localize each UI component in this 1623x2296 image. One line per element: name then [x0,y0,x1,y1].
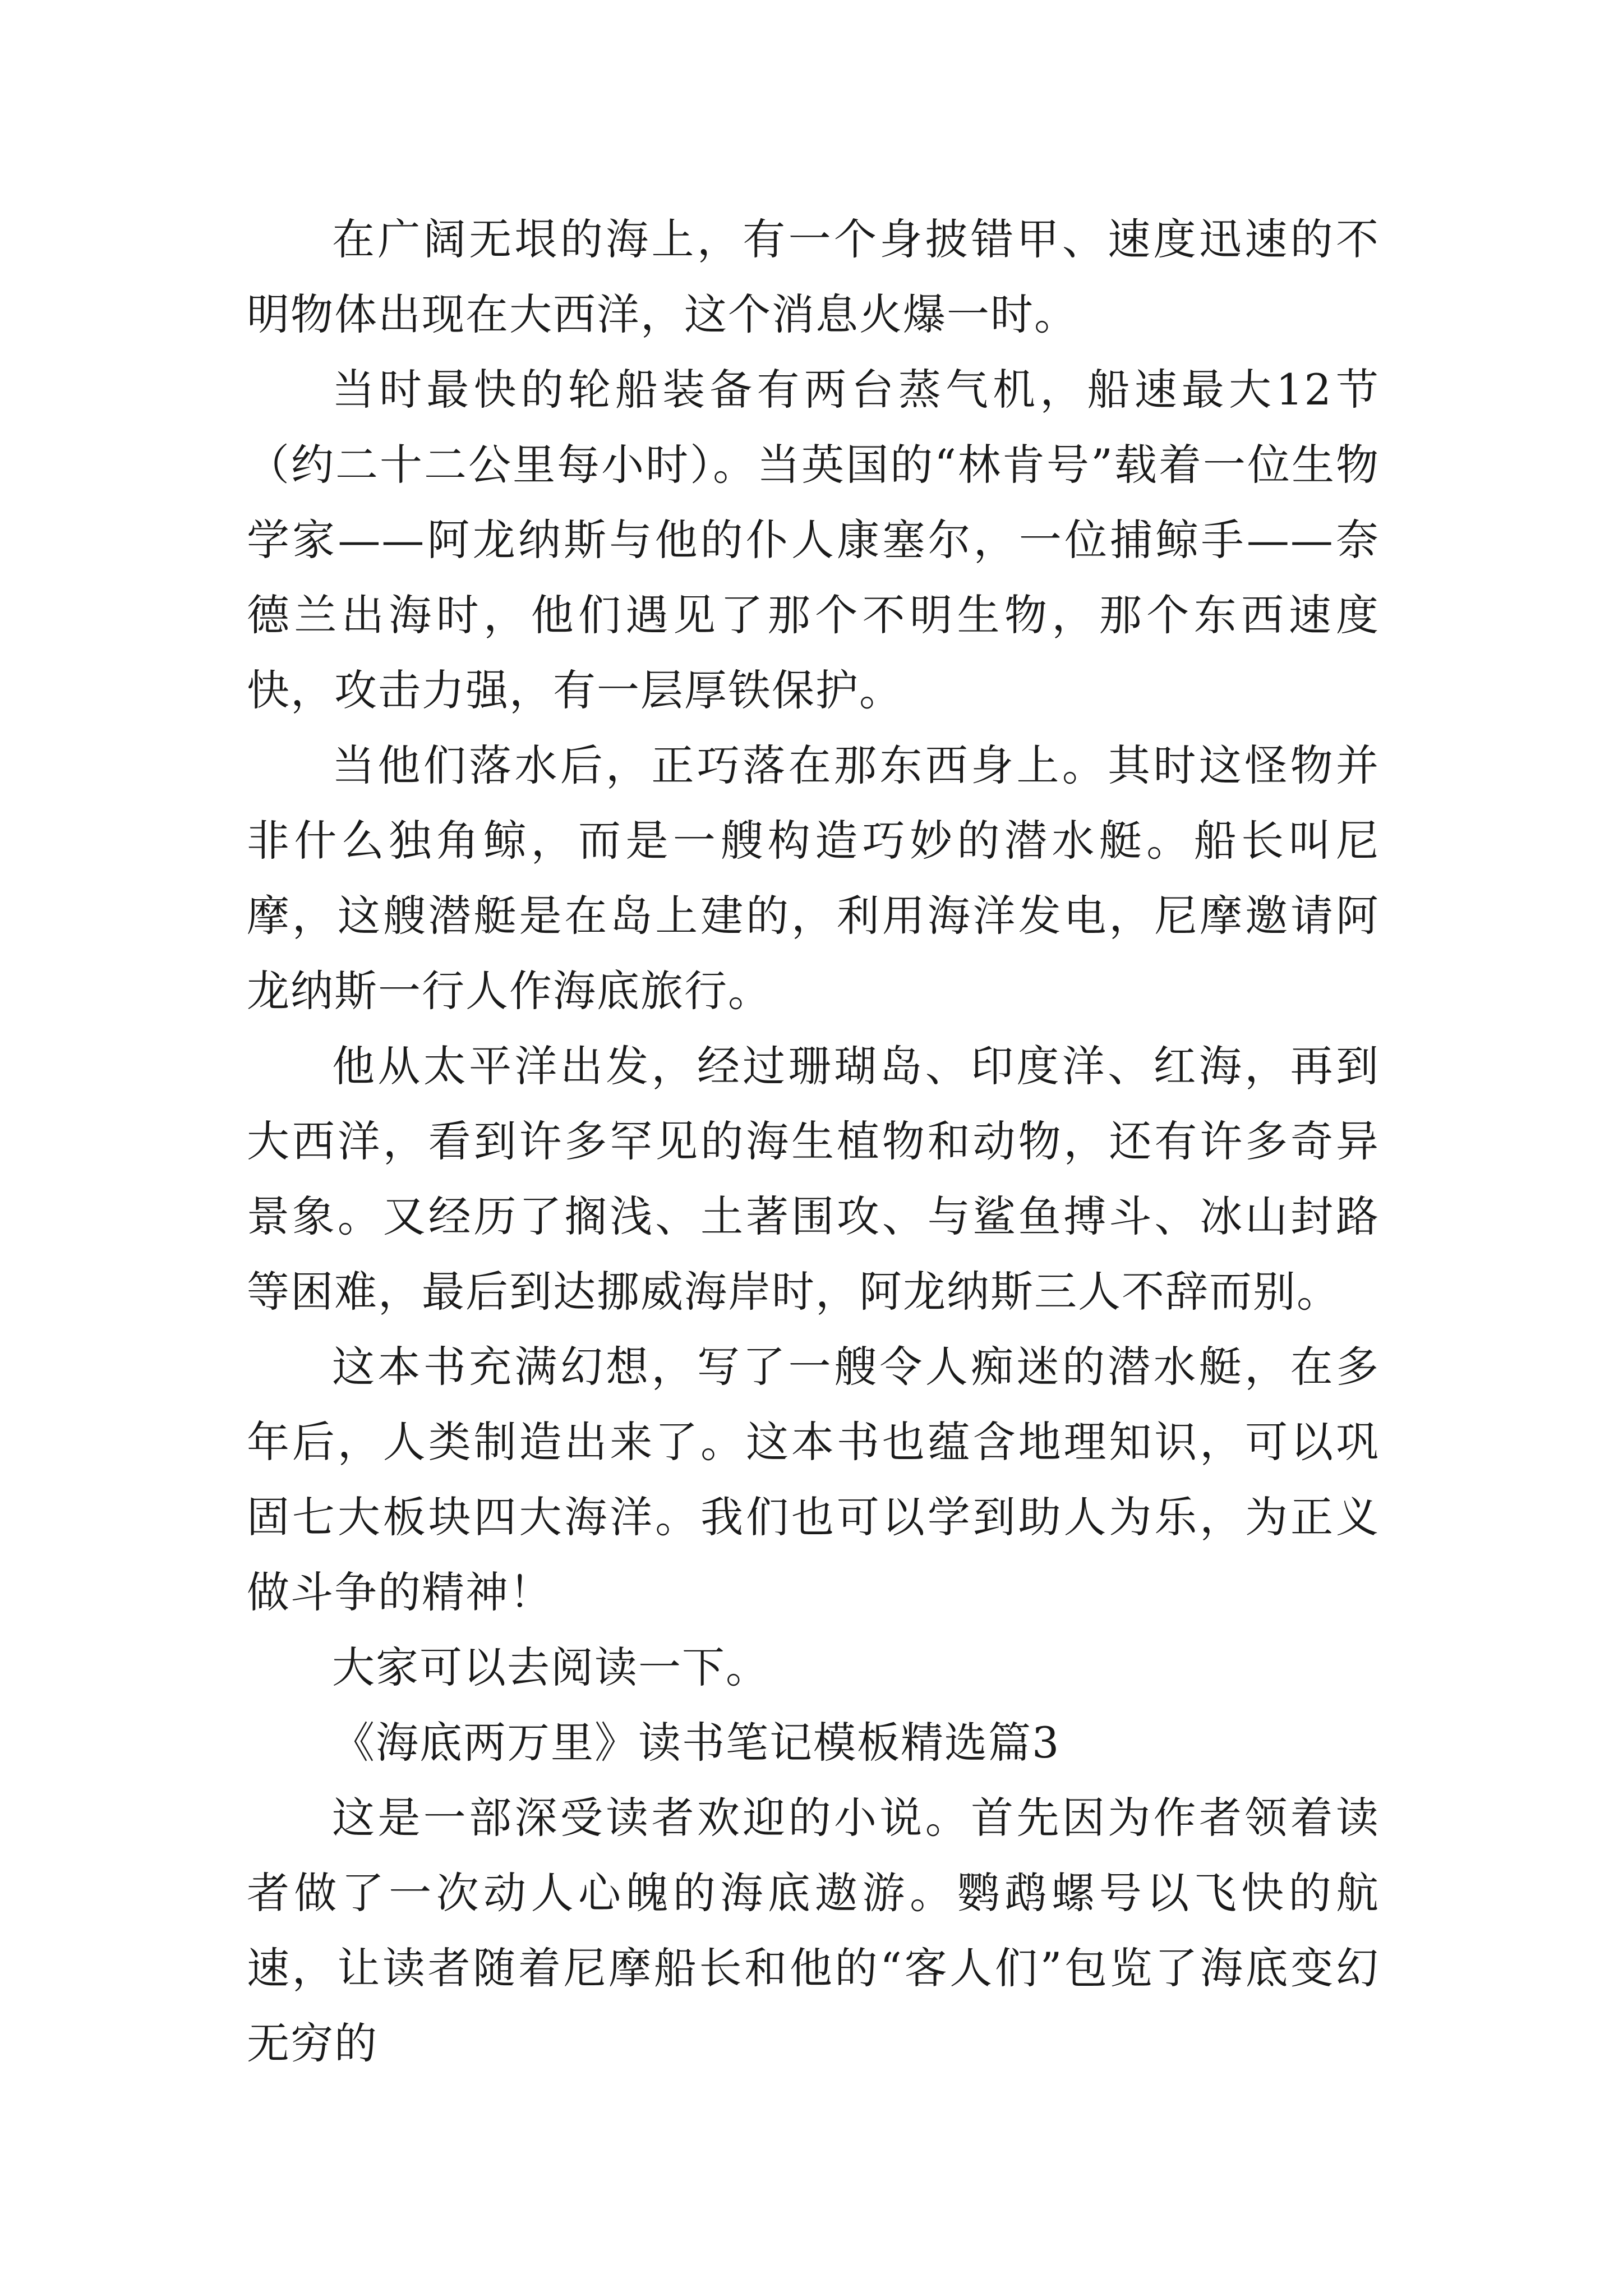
paragraph: 这是一部深受读者欢迎的小说。首先因为作者领着读者做了一次动人心魄的海底遨游。鹦鹉螺号以飞快的航速，让读者随着尼摩船长和他的“客人们”包览了海底变幻无穷的 [247,1793,1380,2068]
document-page [247,202,1380,2081]
section-heading: 《海底两万里》读书笔记模板精选篇3 [332,1718,1061,1768]
paragraph: 他从太平洋出发，经过珊瑚岛、印度洋、红海，再到大西洋，看到许多罕见的海生植物和动物，还有许多奇异景象。又经历了搁浅、土著围攻、与鲨鱼搏斗、冰山封路等困难，最后到达挪威海岸时，阿龙纳斯三人不辞而别。 [247,1041,1380,1317]
paragraph: 这本书充满幻想，写了一艘令人痴迷的潜水艇，在多年后，人类制造出来了。这本书也蕴含地理知识，可以巩固七大板块四大海洋。我们也可以学到助人为乐，为正义做斗争的精神！ [247,1342,1380,1617]
paragraph: 在广阔无垠的海上，有一个身披错甲、速度迅速的不明物体出现在大西洋，这个消息火爆一时。 [247,214,1380,339]
paragraph: 大家可以去阅读一下。 [332,1642,769,1692]
paragraph: 当他们落水后，正巧落在那东西身上。其时这怪物并非什么独角鲸，而是一艘构造巧妙的潜水艇。船长叫尼摩，这艘潜艇是在岛上建的，利用海洋发电，尼摩邀请阿龙纳斯一行人作海底旅行。 [247,740,1380,1016]
paragraph: 当时最快的轮船装备有两台蒸气机，船速最大12节（约二十二公里每小时）。当英国的“林肯号”载着一位生物学家——阿龙纳斯与他的仆人康塞尔，一位捕鲸手——奈德兰出海时，他们遇见了那个不明生物，那个东西速度快，攻击力强，有一层厚铁保护。 [247,365,1380,715]
